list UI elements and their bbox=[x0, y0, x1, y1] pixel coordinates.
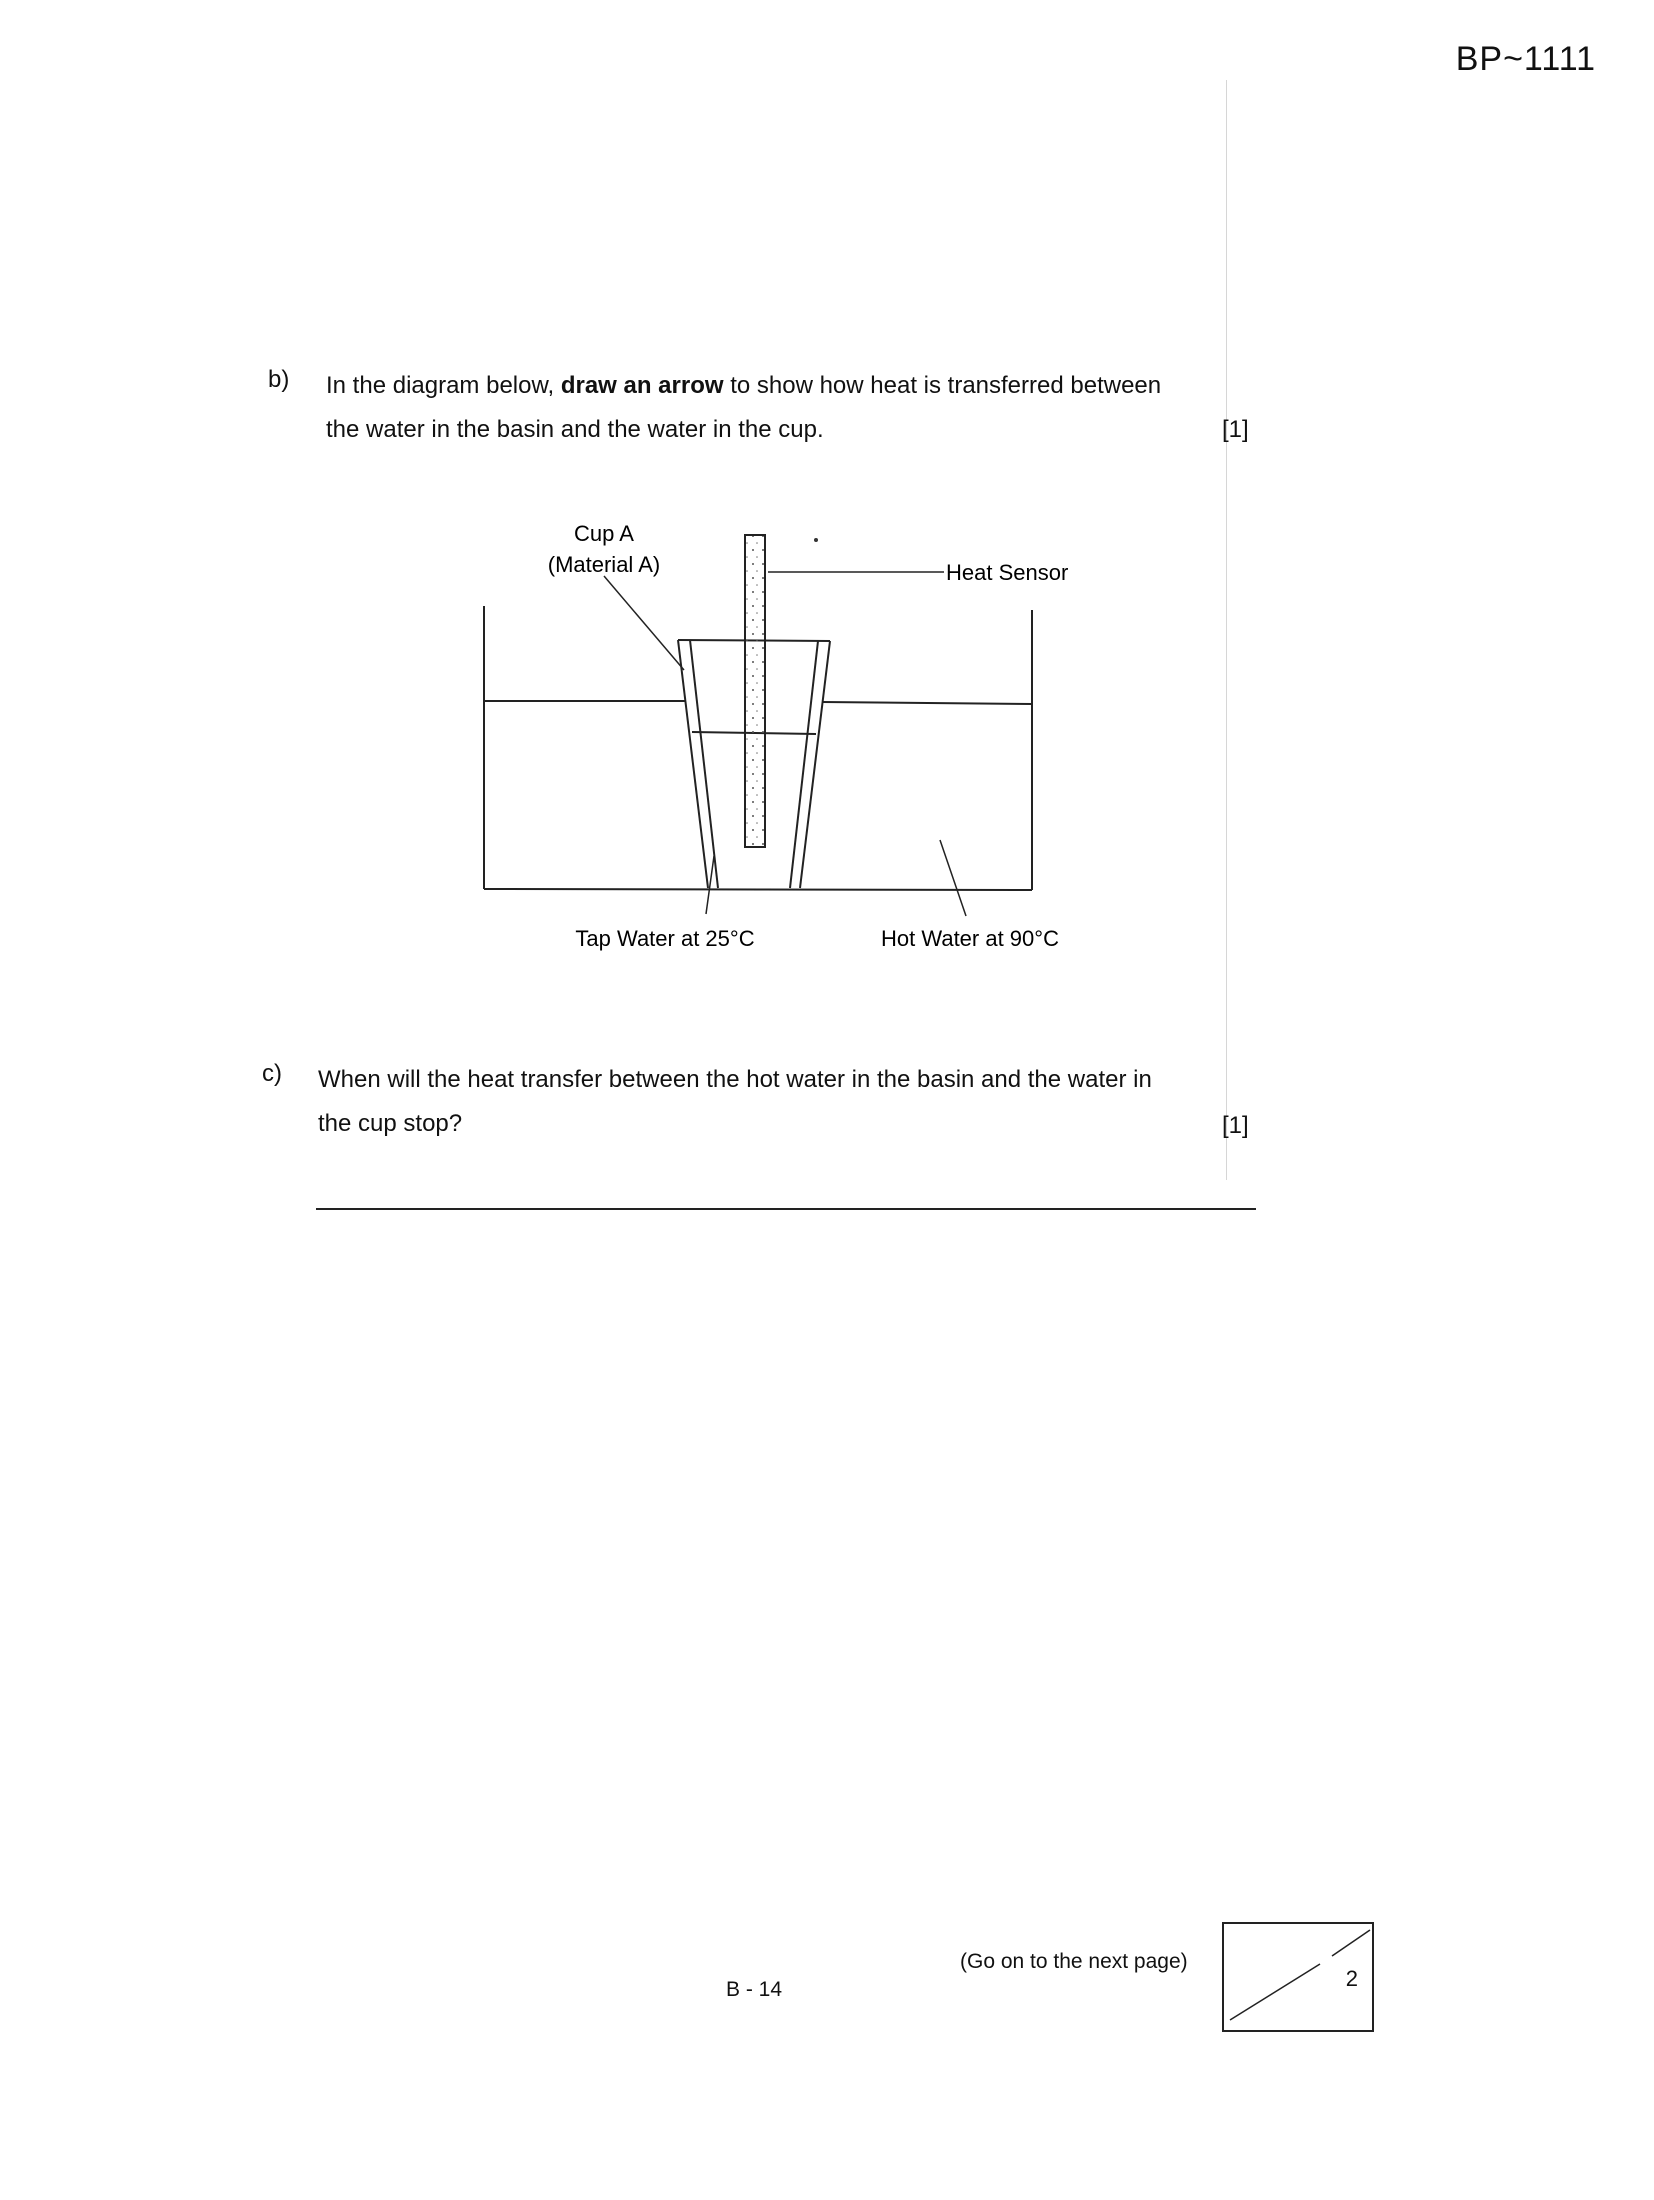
question-b-label: b) bbox=[268, 366, 290, 393]
answer-line[interactable] bbox=[316, 1208, 1256, 1210]
paper-code: BP~1111 bbox=[1455, 40, 1596, 78]
score-total: 2 bbox=[1345, 1966, 1358, 1991]
question-b-marks: [1] bbox=[1222, 416, 1249, 443]
question-c-label: c) bbox=[262, 1060, 282, 1087]
score-box bbox=[1222, 1922, 1374, 2032]
emphasis-draw-an-arrow: draw an arrow bbox=[560, 372, 724, 399]
page-code: B - 14 bbox=[726, 1978, 783, 2001]
sensor-label: Heat Sensor bbox=[946, 560, 1069, 585]
question-c-line2: the cup stop? bbox=[318, 1110, 463, 1137]
cup-label-leader bbox=[604, 576, 684, 670]
question-c-line1: When will the heat transfer between the hot water in the basin and the water in bbox=[318, 1066, 1152, 1093]
next-page-note: (Go on to the next page) bbox=[960, 1950, 1188, 1973]
cup-label-line1: Cup A bbox=[574, 521, 634, 546]
heat-sensor-probe bbox=[745, 535, 765, 847]
question-c-text bbox=[318, 1058, 1278, 1146]
question-b-line1: In the diagram below, draw an arrow to show how heat is transferred between bbox=[326, 372, 1162, 399]
hot-water-leader bbox=[940, 840, 966, 916]
tap-water-label: Tap Water at 25°C bbox=[575, 926, 755, 951]
question-b-line2: the water in the basin and the water in the cup. bbox=[326, 416, 824, 443]
hot-water-label: Hot Water at 90°C bbox=[881, 926, 1059, 951]
stray-mark bbox=[814, 538, 818, 542]
question-c-marks: [1] bbox=[1222, 1112, 1249, 1139]
cup-label-line2: (Material A) bbox=[547, 552, 661, 577]
